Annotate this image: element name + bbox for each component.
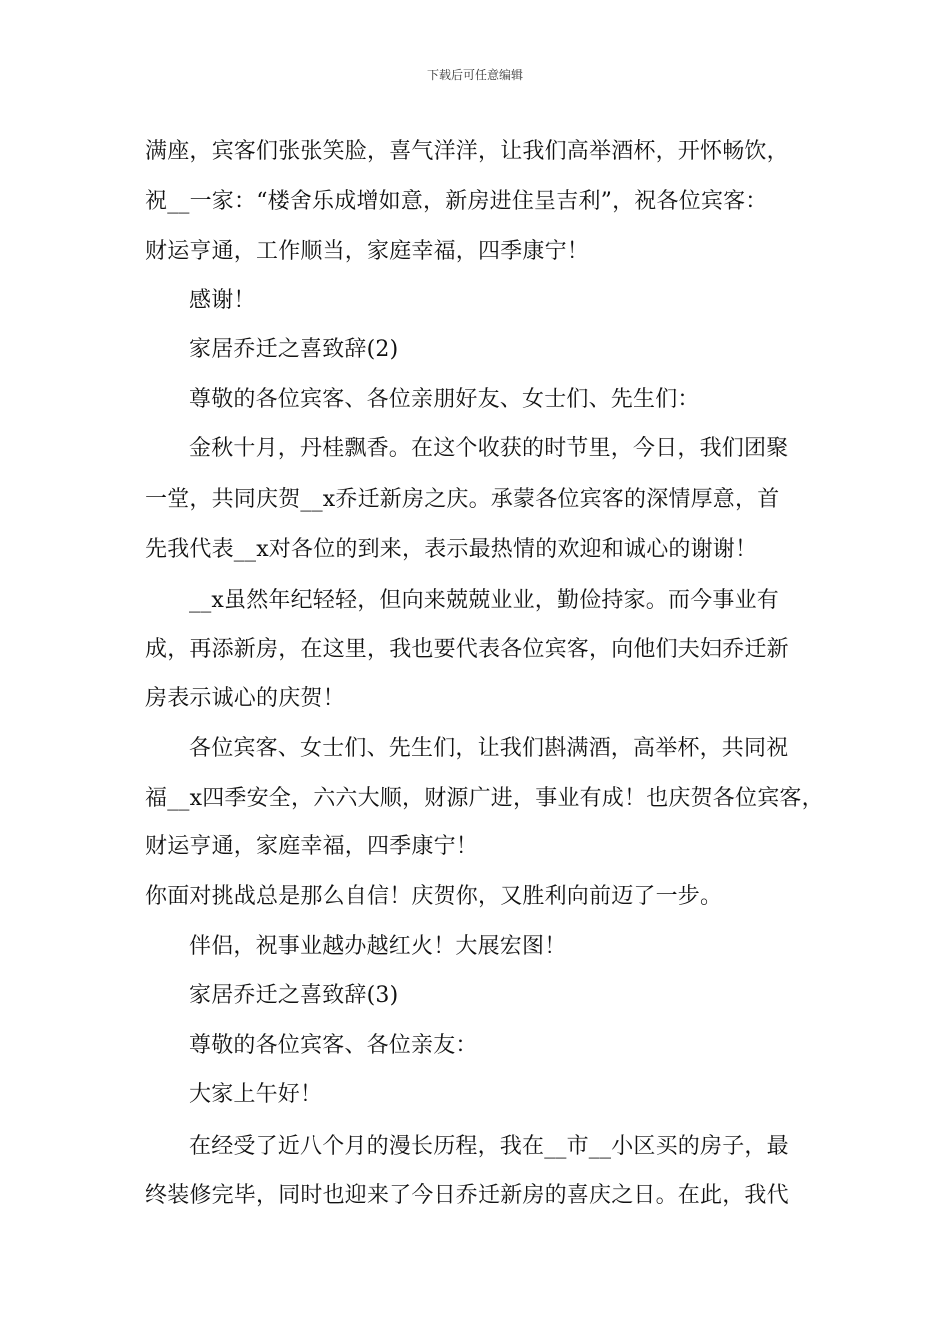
- text-line: 终装修完毕，同时也迎来了今日乔迁新房的喜庆之日。在此，我代: [145, 1183, 789, 1208]
- text-line: 尊敬的各位宾客、各位亲朋好友、女士们、先生们：: [189, 387, 700, 412]
- text-line: 先我代表__x对各位的到来，表示最热情的欢迎和诚心的谢谢！: [145, 537, 758, 562]
- text-line: 伴侣，祝事业越办越红火！大展宏图！: [189, 934, 567, 959]
- text-line: 成，再添新房，在这里，我也要代表各位宾客，向他们夫妇乔迁新: [145, 637, 789, 662]
- text-line: 满座，宾客们张张笑脸，喜气洋洋，让我们高举酒杯，开怀畅饮，: [145, 139, 789, 164]
- section-heading: 家居乔迁之喜致辞(3): [189, 983, 399, 1008]
- text-line: 财运亨通，工作顺当，家庭幸福，四季康宁！: [145, 239, 590, 264]
- text-line: 大家上午好！: [189, 1082, 323, 1107]
- text-line: 感谢！: [189, 288, 256, 313]
- text-line: 福__x四季安全，六六大顺，财源广进，事业有成！也庆贺各位宾客，: [145, 786, 824, 811]
- text-line: 你面对挑战总是那么自信！庆贺你，又胜利向前迈了一步。: [145, 884, 723, 909]
- text-line: 在经受了近八个月的漫长历程，我在__市__小区买的房子，最: [189, 1134, 789, 1159]
- section-heading: 家居乔迁之喜致辞(2): [189, 337, 399, 362]
- text-line: 各位宾客、女士们、先生们，让我们斟满酒，高举杯，共同祝: [189, 736, 789, 761]
- text-line: __x虽然年纪轻轻，但向来兢兢业业，勤俭持家。而今事业有: [189, 588, 780, 613]
- text-line: 金秋十月，丹桂飘香。在这个收获的时节里，今日，我们团聚: [189, 436, 789, 461]
- text-line: 尊敬的各位宾客、各位亲友：: [189, 1033, 478, 1058]
- text-line: 祝__一家：“楼舍乐成增如意，新房进住呈吉利”，祝各位宾客：: [145, 189, 768, 214]
- text-line: 一堂，共同庆贺__x乔迁新房之庆。承蒙各位宾客的深情厚意，首: [145, 487, 780, 512]
- text-line: 财运亨通，家庭幸福，四季康宁！: [145, 834, 479, 859]
- page-header: 下载后可任意编辑: [426, 68, 523, 82]
- text-line: 房表示诚心的庆贺！: [145, 686, 345, 711]
